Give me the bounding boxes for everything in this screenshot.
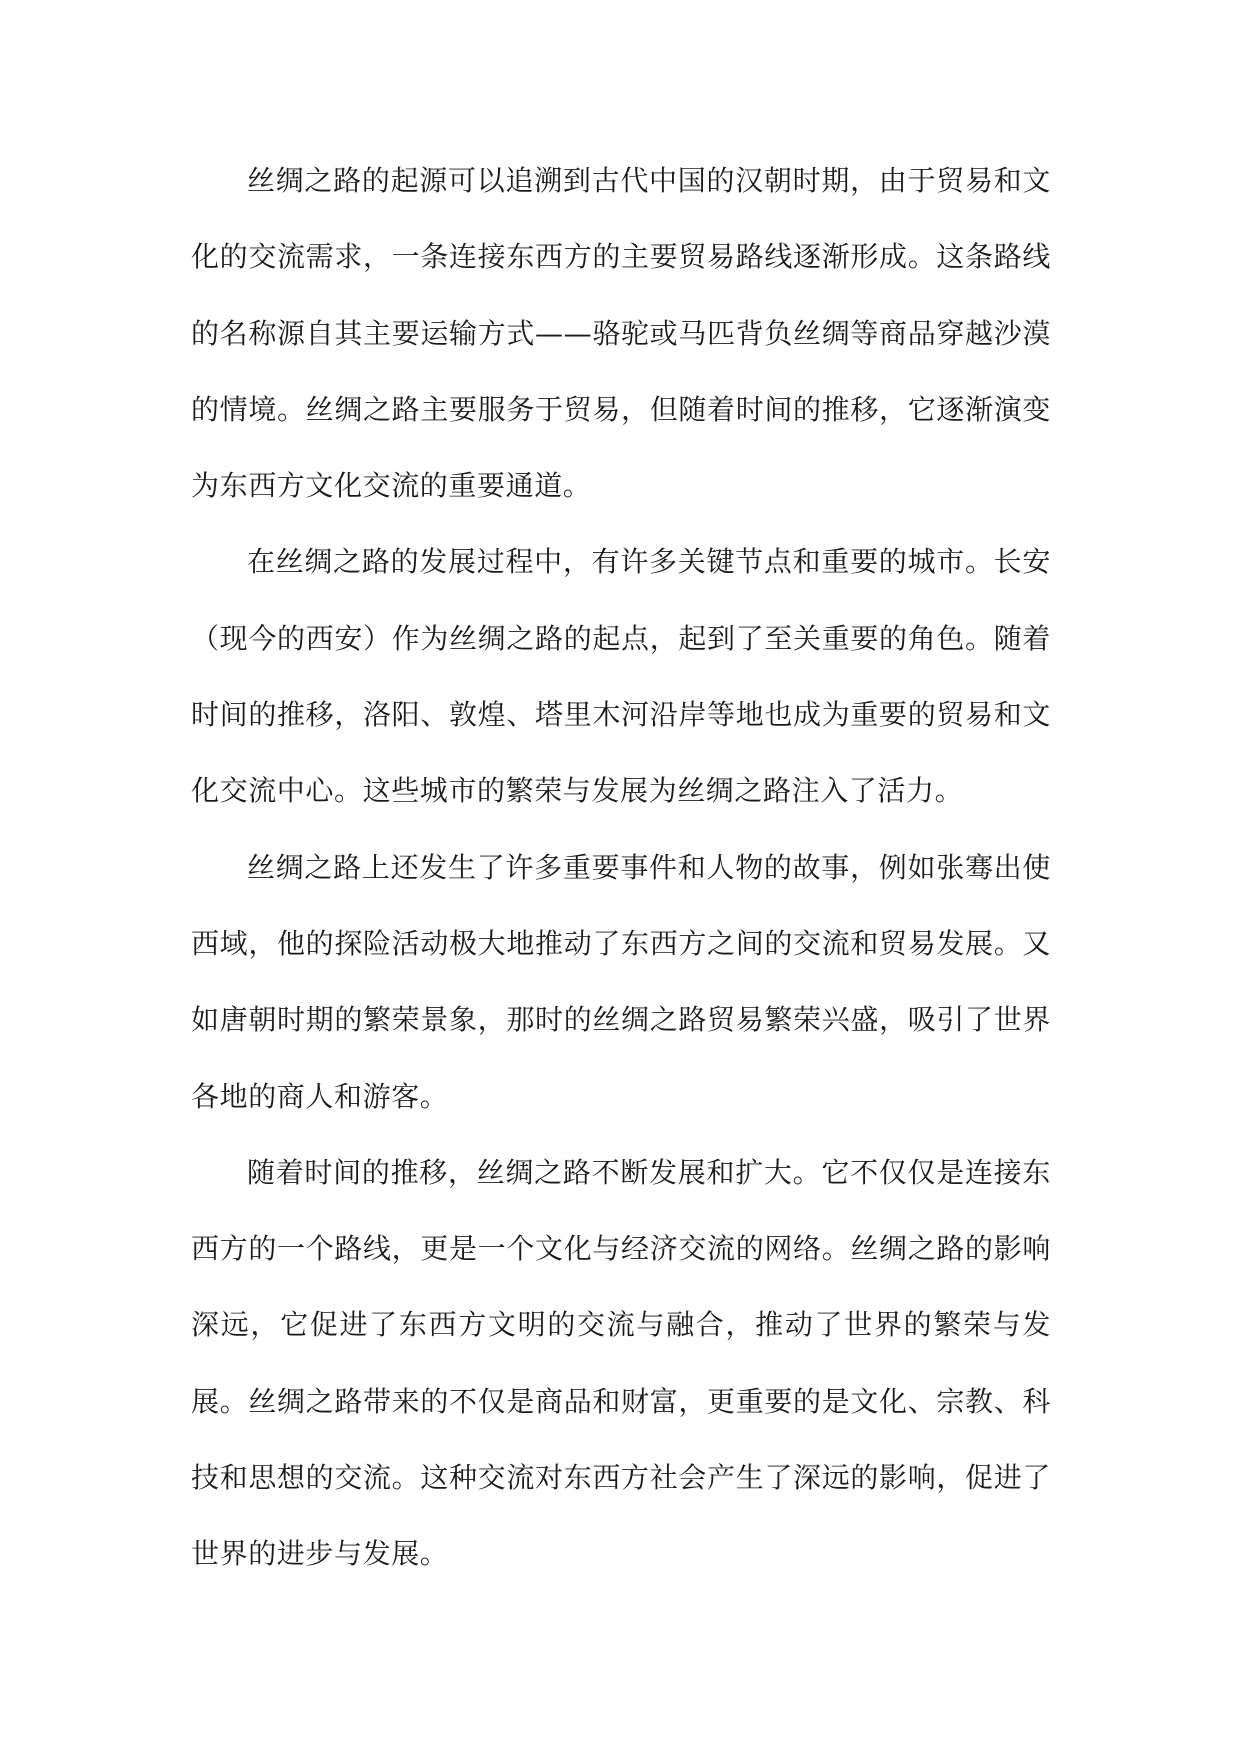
paragraph-influence: 随着时间的推移，丝绸之路不断发展和扩大。它不仅仅是连接东西方的一个路线，更是一个文化与经济交流的网络。丝绸之路的影响深远，它促进了东西方文明的交流与融合，推动了世界的繁荣与发展。丝绸之路带来的不仅是商品和财富，更重要的是文化、宗教、科技和思想的交流。这种交流对东西方社会产生了深远的影响，促进了世界的进步与发展。 [191,1155,1051,1571]
paragraph-key-cities: 在丝绸之路的发展过程中，有许多关键节点和重要的城市。长安（现今的西安）作为丝绸之路的起点，起到了至关重要的角色。随着时间的推移，洛阳、敦煌、塔里木河沿岸等地也成为重要的贸易和文化交流中心。这些城市的繁荣与发展为丝绸之路注入了活力。 [191,545,1051,808]
paragraph-origin: 丝绸之路的起源可以追溯到古代中国的汉朝时期，由于贸易和文化的交流需求，一条连接东西方的主要贸易路线逐渐形成。这条路线的名称源自其主要运输方式——骆驼或马匹背负丝绸等商品穿越沙漠的情境。丝绸之路主要服务于贸易，但随着时间的推移，它逐渐演变为东西方文化交流的重要通道。 [191,164,1051,503]
paragraph-events-figures: 丝绸之路上还发生了许多重要事件和人物的故事，例如张骞出使西域，他的探险活动极大地推动了东西方之间的交流和贸易发展。又如唐朝时期的繁荣景象，那时的丝绸之路贸易繁荣兴盛，吸引了世界各地的商人和游客。 [191,850,1051,1113]
document-body [191,143,1051,1593]
